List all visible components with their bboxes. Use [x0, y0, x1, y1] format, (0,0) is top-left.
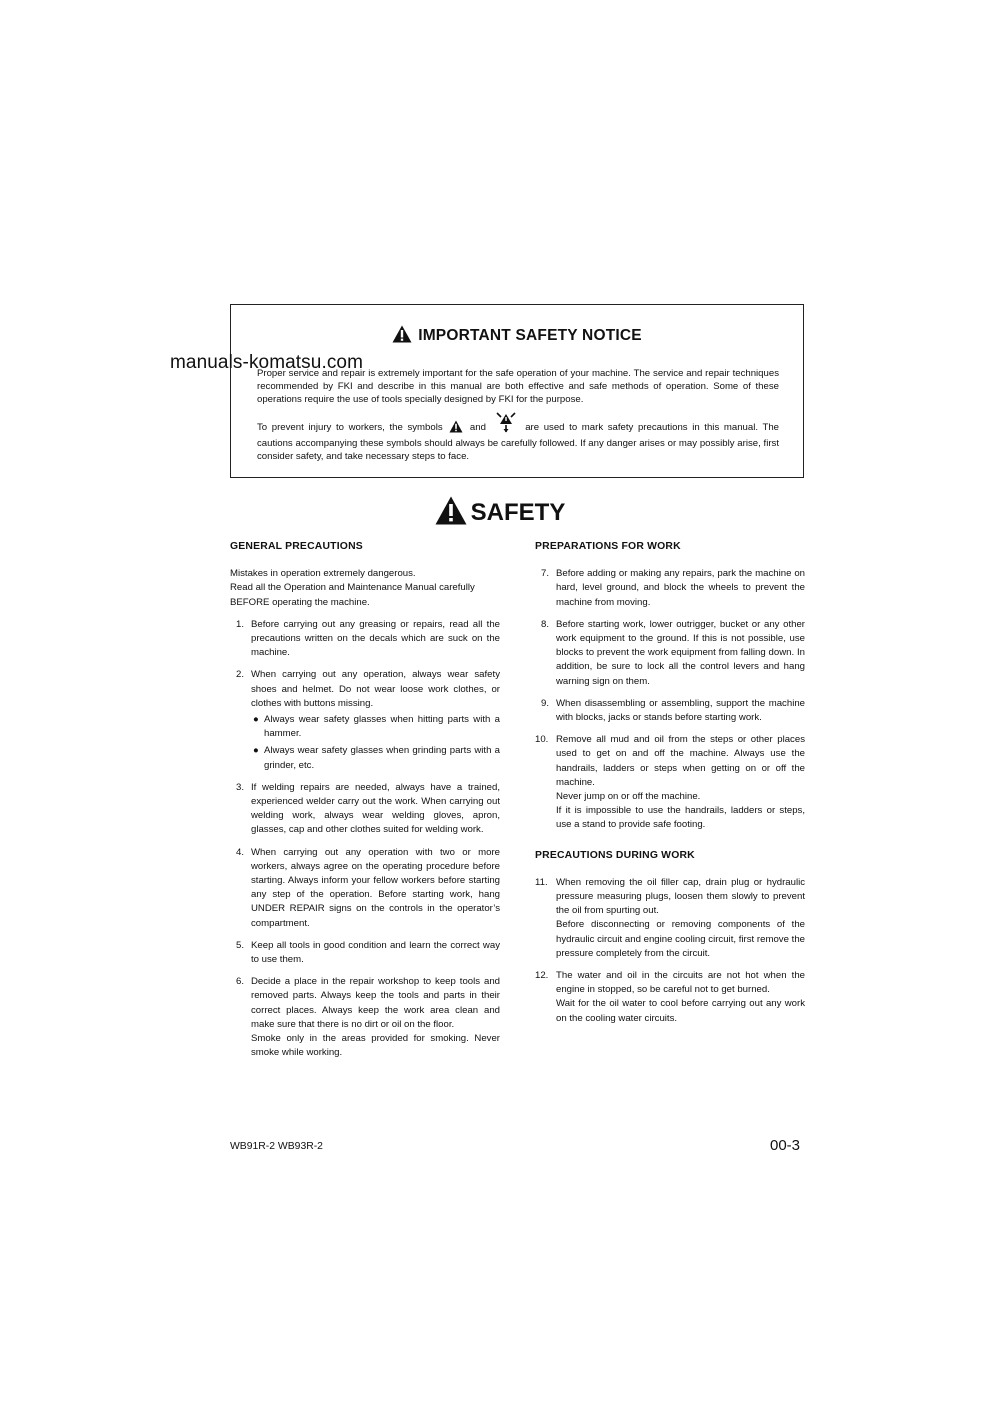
list-item: 12. The water and oil in the circuits are not hot when the engine in stopped, so be careful not to get burned. Wait for the oil water to cool before carrying out any work on the cooling water circuits. [535, 970, 805, 1024]
notice-paragraph-2: To prevent injury to workers, the symbols and are used to mark safety precautions in this manual. The cautions accompanying these symbols should always be carefully followed. If any danger arises or may possibly arise, first consider safety, and take necessary steps to face. [257, 411, 779, 463]
footer-page-number: 00-3 [770, 1137, 801, 1154]
list-item: 5. Keep all tools in good condition and learn the correct way to use them. [236, 939, 500, 966]
bullet-item: ● Always wear safety glasses when hitting parts with a hammer. [253, 714, 500, 740]
list-item: 3. If welding repairs are needed, always have a trained, experienced welder carry out the work. When carrying out welding work, always wear welding gloves, apron, glasses, cap and other clothes suited for welding work. [236, 781, 500, 836]
safety-heading: SAFETY [0, 496, 1000, 532]
bullet-dot-icon: ● [253, 745, 259, 757]
danger-arrows-warning-icon [493, 411, 519, 437]
right-column [535, 540, 805, 1034]
list-item: 6. Decide a place in the repair workshop to keep tools and removed parts. Always keep the tools and parts in their correct places. Always keep the work area clean and make sure that there is no dirt or oil on the floor. Smoke only in the areas provided for smoking. Never smoke while working. [236, 976, 500, 1059]
footer-models: WB91R-2 WB93R-2 [230, 1141, 323, 1152]
notice-body [257, 367, 779, 468]
section-title-general-precautions: GENERAL PRECAUTIONS [230, 541, 363, 552]
list-item: 9. When disassembling or assembling, support the machine with blocks, jacks or stands before starting work. [541, 697, 805, 724]
safety-notice-box [230, 304, 804, 478]
warning-triangle-icon [449, 420, 463, 437]
bullet-item: ● Always wear safety glasses when grinding parts with a grinder, etc. [253, 745, 500, 771]
list-item: 1. Before carrying out any greasing or repairs, read all the precautions written on the decals which are suck on the machine. [236, 618, 500, 659]
list-item: 8. Before starting work, lower outrigger, bucket or any other work equipment to the ground. If this is not possible, use blocks to prevent the work equipment from falling down. In addition, be sure to lock all the control levers and hang warning sign on them. [541, 618, 805, 687]
bullet-dot-icon: ● [253, 714, 259, 726]
warning-triangle-icon [392, 325, 412, 348]
section-title-precautions-during-work: PRECAUTIONS DURING WORK [535, 849, 695, 861]
list-item: 11. When removing the oil filler cap, drain plug or hydraulic pressure measuring plugs, loosen them slowly to prevent the oil from spurting out. Before disconnecting or removing components of the hydraulic circuit and engine cooling circuit, first remove the pressure completely from the circuit. [535, 876, 805, 959]
watermark-text: manuals-komatsu.com [170, 352, 364, 373]
intro-text: Mistakes in operation extremely dangerous. Read all the Operation and Maintenance Manual carefully BEFORE operating the machine. [230, 568, 475, 608]
list-item: 7. Before adding or making any repairs, park the machine on hard, level ground, and block the wheels to prevent the machine from moving. [541, 568, 805, 608]
left-column [230, 540, 500, 1069]
list-item: 2. When carrying out any operation, always wear safety shoes and helmet. Do not wear loose work clothes, or clothes with buttons missing. ● Always wear safety glasses when hitting parts with a hammer. ● Always wear safety glasses when grinding parts with a grinder, etc. [230, 668, 500, 772]
notice-paragraph-1: Proper service and repair is extremely important for the safe operation of your machine. The service and repair techniques recommended by FKI and describe in this manual are both effective and safe methods of operation. Some of these operations require the use of tools specially designed by FKI for the purpose. [257, 368, 779, 405]
section-title-preparations-for-work: PREPARATIONS FOR WORK [535, 541, 681, 552]
list-item: 4. When carrying out any operation with two or more workers, always agree on the operating procedure before starting. Always inform your fellow workers before starting any step of the operation. Before starting work, hang UNDER REPAIR signs on the controls in the operator’s compartment. [236, 846, 500, 929]
notice-title: IMPORTANT SAFETY NOTICE [231, 325, 803, 348]
list-item: 10. Remove all mud and oil from the steps or other places used to get on and off the machine. Always use the handrails, ladders or steps when getting on or off the machine. Never jump on or off the machine. If it is impossible to use the handrails, ladders or steps, use a stand to provide safe footing. [535, 734, 805, 831]
warning-triangle-icon [435, 496, 467, 532]
